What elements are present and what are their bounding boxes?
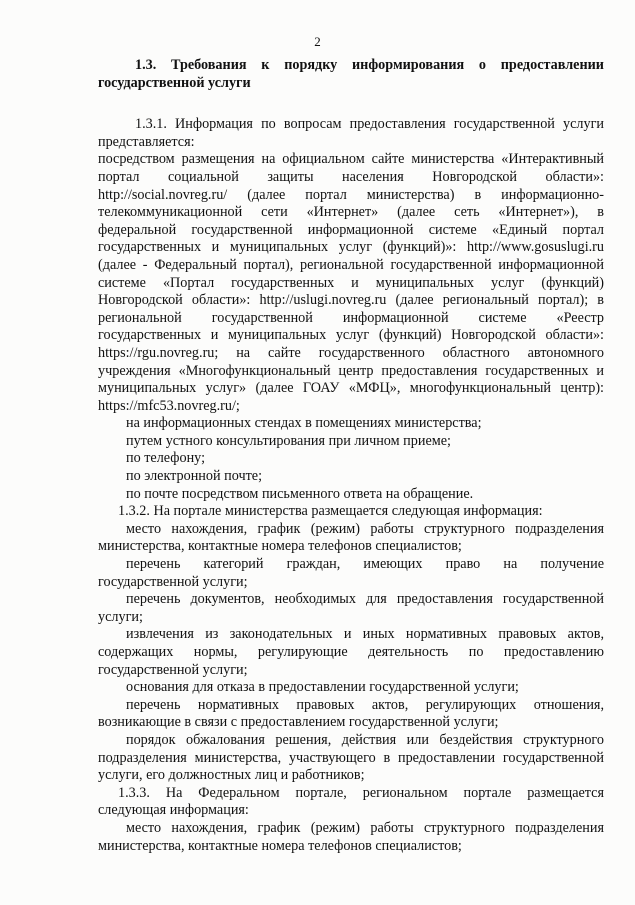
text-line: муниципальных услуг» (далее ГОАУ «МФЦ», многофункциональный центр): [98,380,604,397]
text-line: 1.3.2. На портале министерства размещается следующая информация: [118,503,543,520]
body-text [98,116,604,855]
text-line: услуги; [98,608,143,625]
text-line: министерства, контактные номера телефонов специалистов; [98,837,462,854]
text-line: перечень категорий граждан, имеющих право на получение [126,556,604,573]
text-line: представляется: [98,133,195,150]
document-body [98,57,604,855]
page-number: 2 [314,34,321,49]
text-line: услуги, его должностных лиц и работников; [98,767,365,784]
text-line: порядок обжалования решения, действия или бездействия структурного [126,731,604,748]
text-line: https://rgu.novreg.ru; на сайте государственного областного автономного [98,344,604,361]
text-line: возникающие в связи с предоставлением государственной услуги; [98,714,499,731]
text-line: региональной государственной информационной системе «Реестр [98,309,604,326]
text-line: место нахождения, график (режим) работы структурного подразделения [126,819,604,836]
text-line: https://mfc53.novreg.ru/; [98,397,240,414]
text-line: место нахождения, график (режим) работы структурного подразделения [126,520,604,537]
text-line: содержащих нормы, регулирующие деятельность по предоставлению [98,644,604,660]
text-line: государственных и муниципальных услуг (функций) Новгородской области»: [98,327,604,344]
text-line: по электронной почте; [126,468,263,485]
text-line: федеральной государственной информационной системе «Единый портал [98,221,604,238]
text-line: учреждения «Многофункциональный центр предоставления государственных и [98,362,604,379]
text-line: подразделения министерства, участвующего в предоставлении государственной [98,749,604,766]
text-line: извлечения из законодательных и иных нормативных правовых актов, [126,626,604,643]
text-line: телекоммуникационной сети «Интернет» (далее сеть «Интернет»), в [98,204,604,221]
text-line: на информационных стендах в помещениях министерства; [126,415,482,432]
text-line: системе «Портал государственных и муниципальных услуг (функций) [98,274,604,291]
section-heading: 1.3. Требования к порядку информирования о предоставлении государственной услуги [98,57,604,91]
text-line: 1.3.1. Информация по вопросам предоставления государственной услуги [135,116,604,133]
text-line: государственной услуги; [98,661,248,678]
text-line: следующая информация: [98,802,249,819]
text-line: перечень документов, необходимых для предоставления государственной [126,591,604,608]
text-line: посредством размещения на официальном сайте министерства «Интерактивный [98,151,604,168]
text-line: путем устного консультирования при личном приеме; [126,432,451,449]
text-line: портал социальной защиты населения Новгородской области»: [98,168,604,185]
text-line: основания для отказа в предоставлении государственной услуги; [126,679,519,696]
text-line: по почте посредством письменного ответа на обращение. [126,485,474,502]
text-line: государственной услуги; [98,573,248,590]
text-line: государственных и муниципальных услуг (функций)»: http://www.gosuslugi.ru [98,239,604,256]
text-line: перечень нормативных правовых актов, регулирующих отношения, [126,696,604,713]
text-line: 1.3.3. На Федеральном портале, региональном портале размещается [118,784,604,801]
text-line: министерства, контактные номера телефонов специалистов; [98,538,462,555]
text-line: по телефону; [126,450,206,467]
text-line: Новгородской области»: http://uslugi.novreg.ru (далее региональный портал); в [98,292,604,309]
text-line: (далее - Федеральный портал), региональной государственной информационной [98,256,604,273]
text-line: http://social.novreg.ru/ (далее портал министерства) в информационно- [98,186,604,203]
